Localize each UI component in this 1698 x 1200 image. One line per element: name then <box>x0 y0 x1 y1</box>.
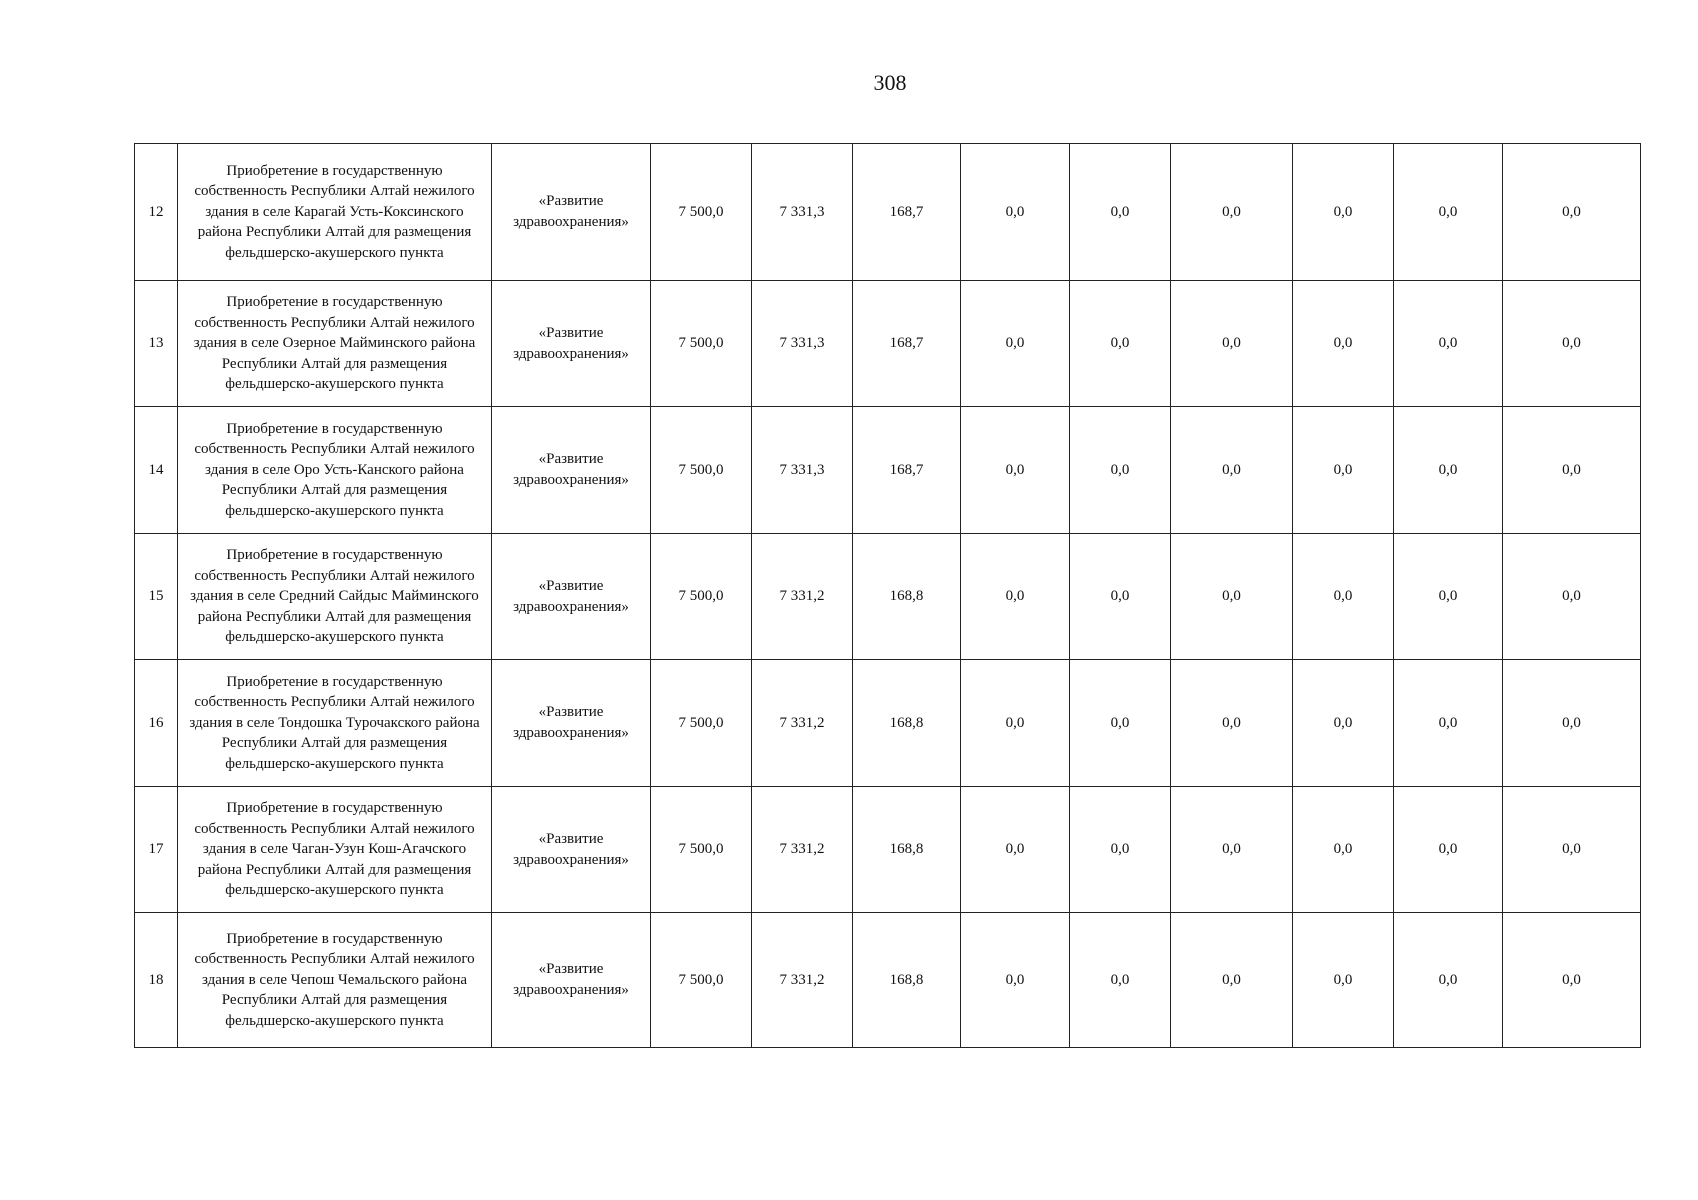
value-cell: 0,0 <box>1394 144 1503 281</box>
value-cell: 0,0 <box>1070 787 1171 913</box>
value-cell: 0,0 <box>1070 534 1171 660</box>
table-row <box>135 534 1641 660</box>
value-cell: 7 331,3 <box>752 144 853 281</box>
value-cell: 7 331,2 <box>752 660 853 787</box>
value-cell: 7 331,2 <box>752 913 853 1048</box>
row-number-cell: 15 <box>135 534 178 660</box>
value-cell: 0,0 <box>1070 407 1171 534</box>
object-name-cell: Приобретение в государственную собственность Республики Алтай нежилого здания в селе Оро Усть-Канского района Республики Алтай для размещения фельдшерско-акушерского пункта <box>178 407 492 534</box>
value-cell: 168,8 <box>853 534 961 660</box>
page-number: 308 <box>873 70 907 95</box>
value-cell: 0,0 <box>1293 534 1394 660</box>
value-cell: 0,0 <box>961 407 1070 534</box>
value-cell: 168,8 <box>853 913 961 1048</box>
value-cell: 0,0 <box>1293 144 1394 281</box>
value-cell: 0,0 <box>1293 281 1394 407</box>
value-cell: 0,0 <box>1171 660 1293 787</box>
value-cell: 0,0 <box>961 281 1070 407</box>
value-cell: 7 331,3 <box>752 281 853 407</box>
program-cell: «Развитие здравоохранения» <box>492 281 651 407</box>
value-cell: 0,0 <box>961 144 1070 281</box>
table-row <box>135 407 1641 534</box>
program-cell: «Развитие здравоохранения» <box>492 407 651 534</box>
value-cell: 0,0 <box>1394 407 1503 534</box>
value-cell: 0,0 <box>1503 660 1641 787</box>
program-cell: «Развитие здравоохранения» <box>492 144 651 281</box>
value-cell: 0,0 <box>1503 407 1641 534</box>
value-cell: 0,0 <box>961 534 1070 660</box>
row-number-cell: 18 <box>135 913 178 1048</box>
object-name-cell: Приобретение в государственную собственность Республики Алтай нежилого здания в селе Чаган-Узун Кош-Агачского района Республики Алтай для размещения фельдшерско-акушерского пункта <box>178 787 492 913</box>
value-cell: 0,0 <box>1503 787 1641 913</box>
value-cell: 168,8 <box>853 787 961 913</box>
value-cell: 0,0 <box>961 787 1070 913</box>
object-name-cell: Приобретение в государственную собственность Республики Алтай нежилого здания в селе Тондошка Турочакского района Республики Алтай для размещения фельдшерско-акушерского пункта <box>178 660 492 787</box>
value-cell: 0,0 <box>1171 281 1293 407</box>
value-cell: 7 500,0 <box>651 407 752 534</box>
value-cell: 0,0 <box>1070 660 1171 787</box>
value-cell: 0,0 <box>1171 407 1293 534</box>
object-name-cell: Приобретение в государственную собственность Республики Алтай нежилого здания в селе Средний Сайдыс Майминского района Республики Алтай для размещения фельдшерско-акушерского пункта <box>178 534 492 660</box>
value-cell: 0,0 <box>1293 787 1394 913</box>
value-cell: 7 331,2 <box>752 787 853 913</box>
program-cell: «Развитие здравоохранения» <box>492 660 651 787</box>
program-cell: «Развитие здравоохранения» <box>492 787 651 913</box>
value-cell: 0,0 <box>1503 281 1641 407</box>
value-cell: 0,0 <box>1293 913 1394 1048</box>
value-cell: 7 331,2 <box>752 534 853 660</box>
value-cell: 0,0 <box>1503 913 1641 1048</box>
row-number-cell: 14 <box>135 407 178 534</box>
value-cell: 168,7 <box>853 144 961 281</box>
value-cell: 0,0 <box>1070 913 1171 1048</box>
value-cell: 0,0 <box>1070 281 1171 407</box>
row-number-cell: 17 <box>135 787 178 913</box>
table-row <box>135 144 1641 281</box>
value-cell: 0,0 <box>1394 660 1503 787</box>
value-cell: 0,0 <box>961 660 1070 787</box>
value-cell: 0,0 <box>1394 534 1503 660</box>
row-number-cell: 13 <box>135 281 178 407</box>
object-name-cell: Приобретение в государственную собственность Республики Алтай нежилого здания в селе Чепош Чемальского района Республики Алтай для размещения фельдшерско-акушерского пункта <box>178 913 492 1048</box>
value-cell: 0,0 <box>1171 913 1293 1048</box>
value-cell: 0,0 <box>1293 660 1394 787</box>
value-cell: 0,0 <box>1394 281 1503 407</box>
value-cell: 7 500,0 <box>651 787 752 913</box>
table-row <box>135 660 1641 787</box>
row-number-cell: 16 <box>135 660 178 787</box>
value-cell: 0,0 <box>1503 144 1641 281</box>
value-cell: 0,0 <box>1394 787 1503 913</box>
value-cell: 0,0 <box>1171 144 1293 281</box>
row-number-cell: 12 <box>135 144 178 281</box>
value-cell: 168,7 <box>853 407 961 534</box>
value-cell: 7 331,3 <box>752 407 853 534</box>
value-cell: 7 500,0 <box>651 534 752 660</box>
budget-table <box>134 143 1641 1048</box>
value-cell: 168,8 <box>853 660 961 787</box>
program-cell: «Развитие здравоохранения» <box>492 913 651 1048</box>
program-cell: «Развитие здравоохранения» <box>492 534 651 660</box>
value-cell: 0,0 <box>961 913 1070 1048</box>
value-cell: 7 500,0 <box>651 913 752 1048</box>
value-cell: 7 500,0 <box>651 660 752 787</box>
value-cell: 7 500,0 <box>651 281 752 407</box>
value-cell: 0,0 <box>1070 144 1171 281</box>
value-cell: 0,0 <box>1171 534 1293 660</box>
table-row <box>135 281 1641 407</box>
table-row <box>135 787 1641 913</box>
value-cell: 0,0 <box>1293 407 1394 534</box>
value-cell: 7 500,0 <box>651 144 752 281</box>
value-cell: 0,0 <box>1171 787 1293 913</box>
table-row <box>135 913 1641 1048</box>
object-name-cell: Приобретение в государственную собственность Республики Алтай нежилого здания в селе Озерное Майминского района Республики Алтай для размещения фельдшерско-акушерского пункта <box>178 281 492 407</box>
object-name-cell: Приобретение в государственную собственность Республики Алтай нежилого здания в селе Карагай Усть-Коксинского района Республики Алтай для размещения фельдшерско-акушерского пункта <box>178 144 492 281</box>
value-cell: 0,0 <box>1394 913 1503 1048</box>
value-cell: 0,0 <box>1503 534 1641 660</box>
value-cell: 168,7 <box>853 281 961 407</box>
